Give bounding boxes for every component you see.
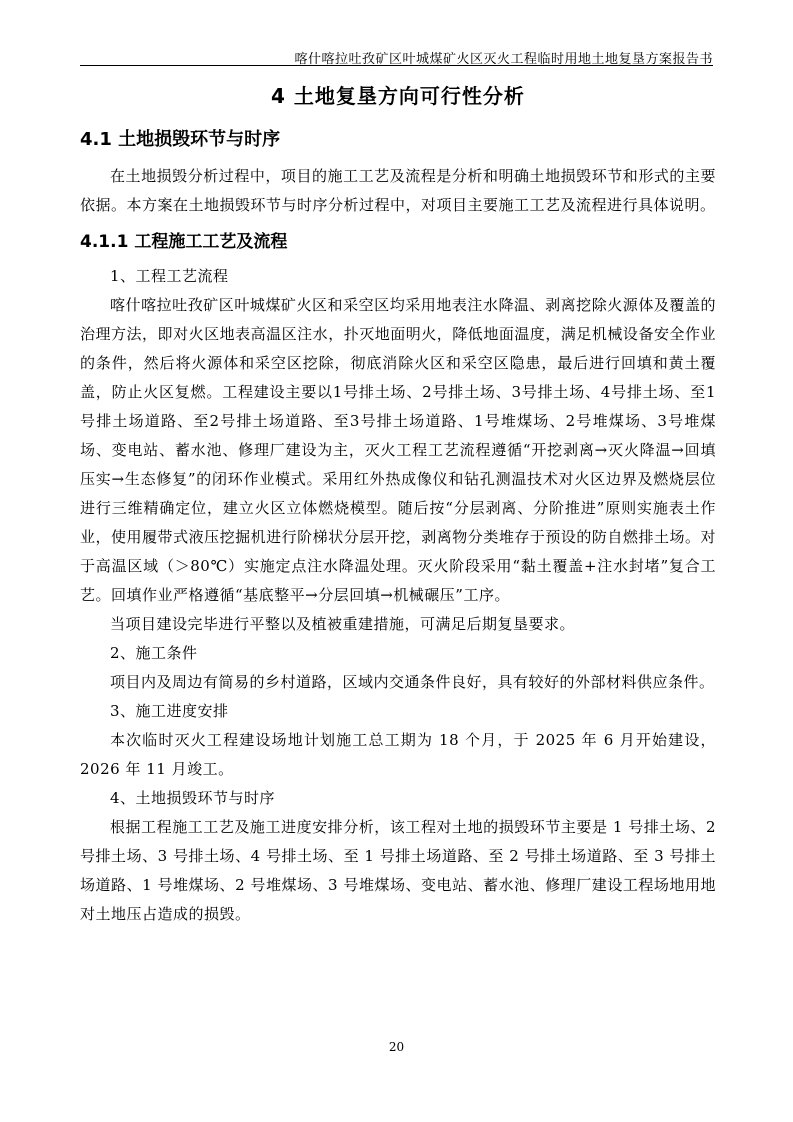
page-content: [80, 72, 716, 929]
section-title: 4.1 土地损毁环节与时序: [80, 129, 281, 150]
body-paragraph: 本次临时灭火工程建设场地计划施工总工期为 18 个月，于 2025 年 6 月开始建设，2026 年 11 月竣工。: [80, 731, 716, 778]
item-heading: 3、施工进度安排: [110, 702, 229, 720]
page-number: 20: [388, 1040, 405, 1054]
item-heading: 4、土地损毁环节与时序: [110, 789, 276, 807]
chapter-title: 4 土地复垦方向可行性分析: [271, 84, 525, 108]
body-paragraph: 喀什喀拉吐孜矿区叶城煤矿火区和采空区均采用地表注水降温、剥离挖除火源体及覆盖的治理方法，即对火区地表高温区注水，扑灭地面明火，降低地面温度，满足机械设备安全作业的条件，然后将火源体和采空区挖除，彻底消除火区和采空区隐患，最后进行回填和黄土覆盖，防止火区复燃。工程建设主要以1号排土场、2号排土场、3号排土场、4号排土场、至1号排土场道路、至2号排土场道路、至3号排土场道路、1号堆煤场、2号堆煤场、3号堆煤场、变电站、蓄水池、修理厂建设为主，灭火工程工艺流程遵循“开挖剥离→灭火降温→回填压实→生态修复”的闭环作业模式。采用红外热成像仪和钻孔测温技术对火区边界及燃烧层位进行三维精确定位，建立火区立体燃烧模型。随后按“分层剥离、分阶推进”原则实施表土作业，使用履带式液压挖掘机进行阶梯状分层开挖，剥离物分类堆存于预设的防自燃排土场。对于高温区域（＞80℃）实施定点注水降温处理。灭火阶段采用“黏土覆盖+注水封堵”复合工艺。回填作业严格遵循“基底整平→分层回填→机械碾压”工序。: [80, 296, 716, 604]
item-heading: 2、施工条件: [110, 644, 198, 662]
subsection-title: 4.1.1 工程施工工艺及流程: [80, 232, 288, 252]
body-paragraph: 根据工程施工工艺及施工进度安排分析，该工程对土地的损毁环节主要是 1 号排土场、2 号排土场、3 号排土场、4 号排土场、至 1 号排土场道路、至 2 号排土场道路、至 3 号排土场道路、1 号堆煤场、2 号堆煤场、3 号堆煤场、变电站、蓄水池、修理厂建设工程场地用地对土地压占造成的损毁。: [80, 818, 716, 923]
body-paragraph: 当项目建设完毕进行平整以及植被重建措施，可满足后期复垦要求。: [110, 615, 576, 633]
body-paragraph: 项目内及周边有简易的乡村道路，区域内交通条件良好，具有较好的外部材料供应条件。: [110, 673, 715, 691]
section-intro: 在土地损毁分析过程中，项目的施工工艺及流程是分析和明确土地损毁环节和形式的主要依据。本方案在土地损毁环节与时序分析过程中，对项目主要施工工艺及流程进行具体说明。: [80, 167, 716, 214]
header-rule: [80, 65, 713, 66]
item-heading: 1、工程工艺流程: [110, 267, 229, 285]
running-header: 喀什喀拉吐孜矿区叶城煤矿火区灭火工程临时用地土地复垦方案报告书: [294, 52, 713, 67]
